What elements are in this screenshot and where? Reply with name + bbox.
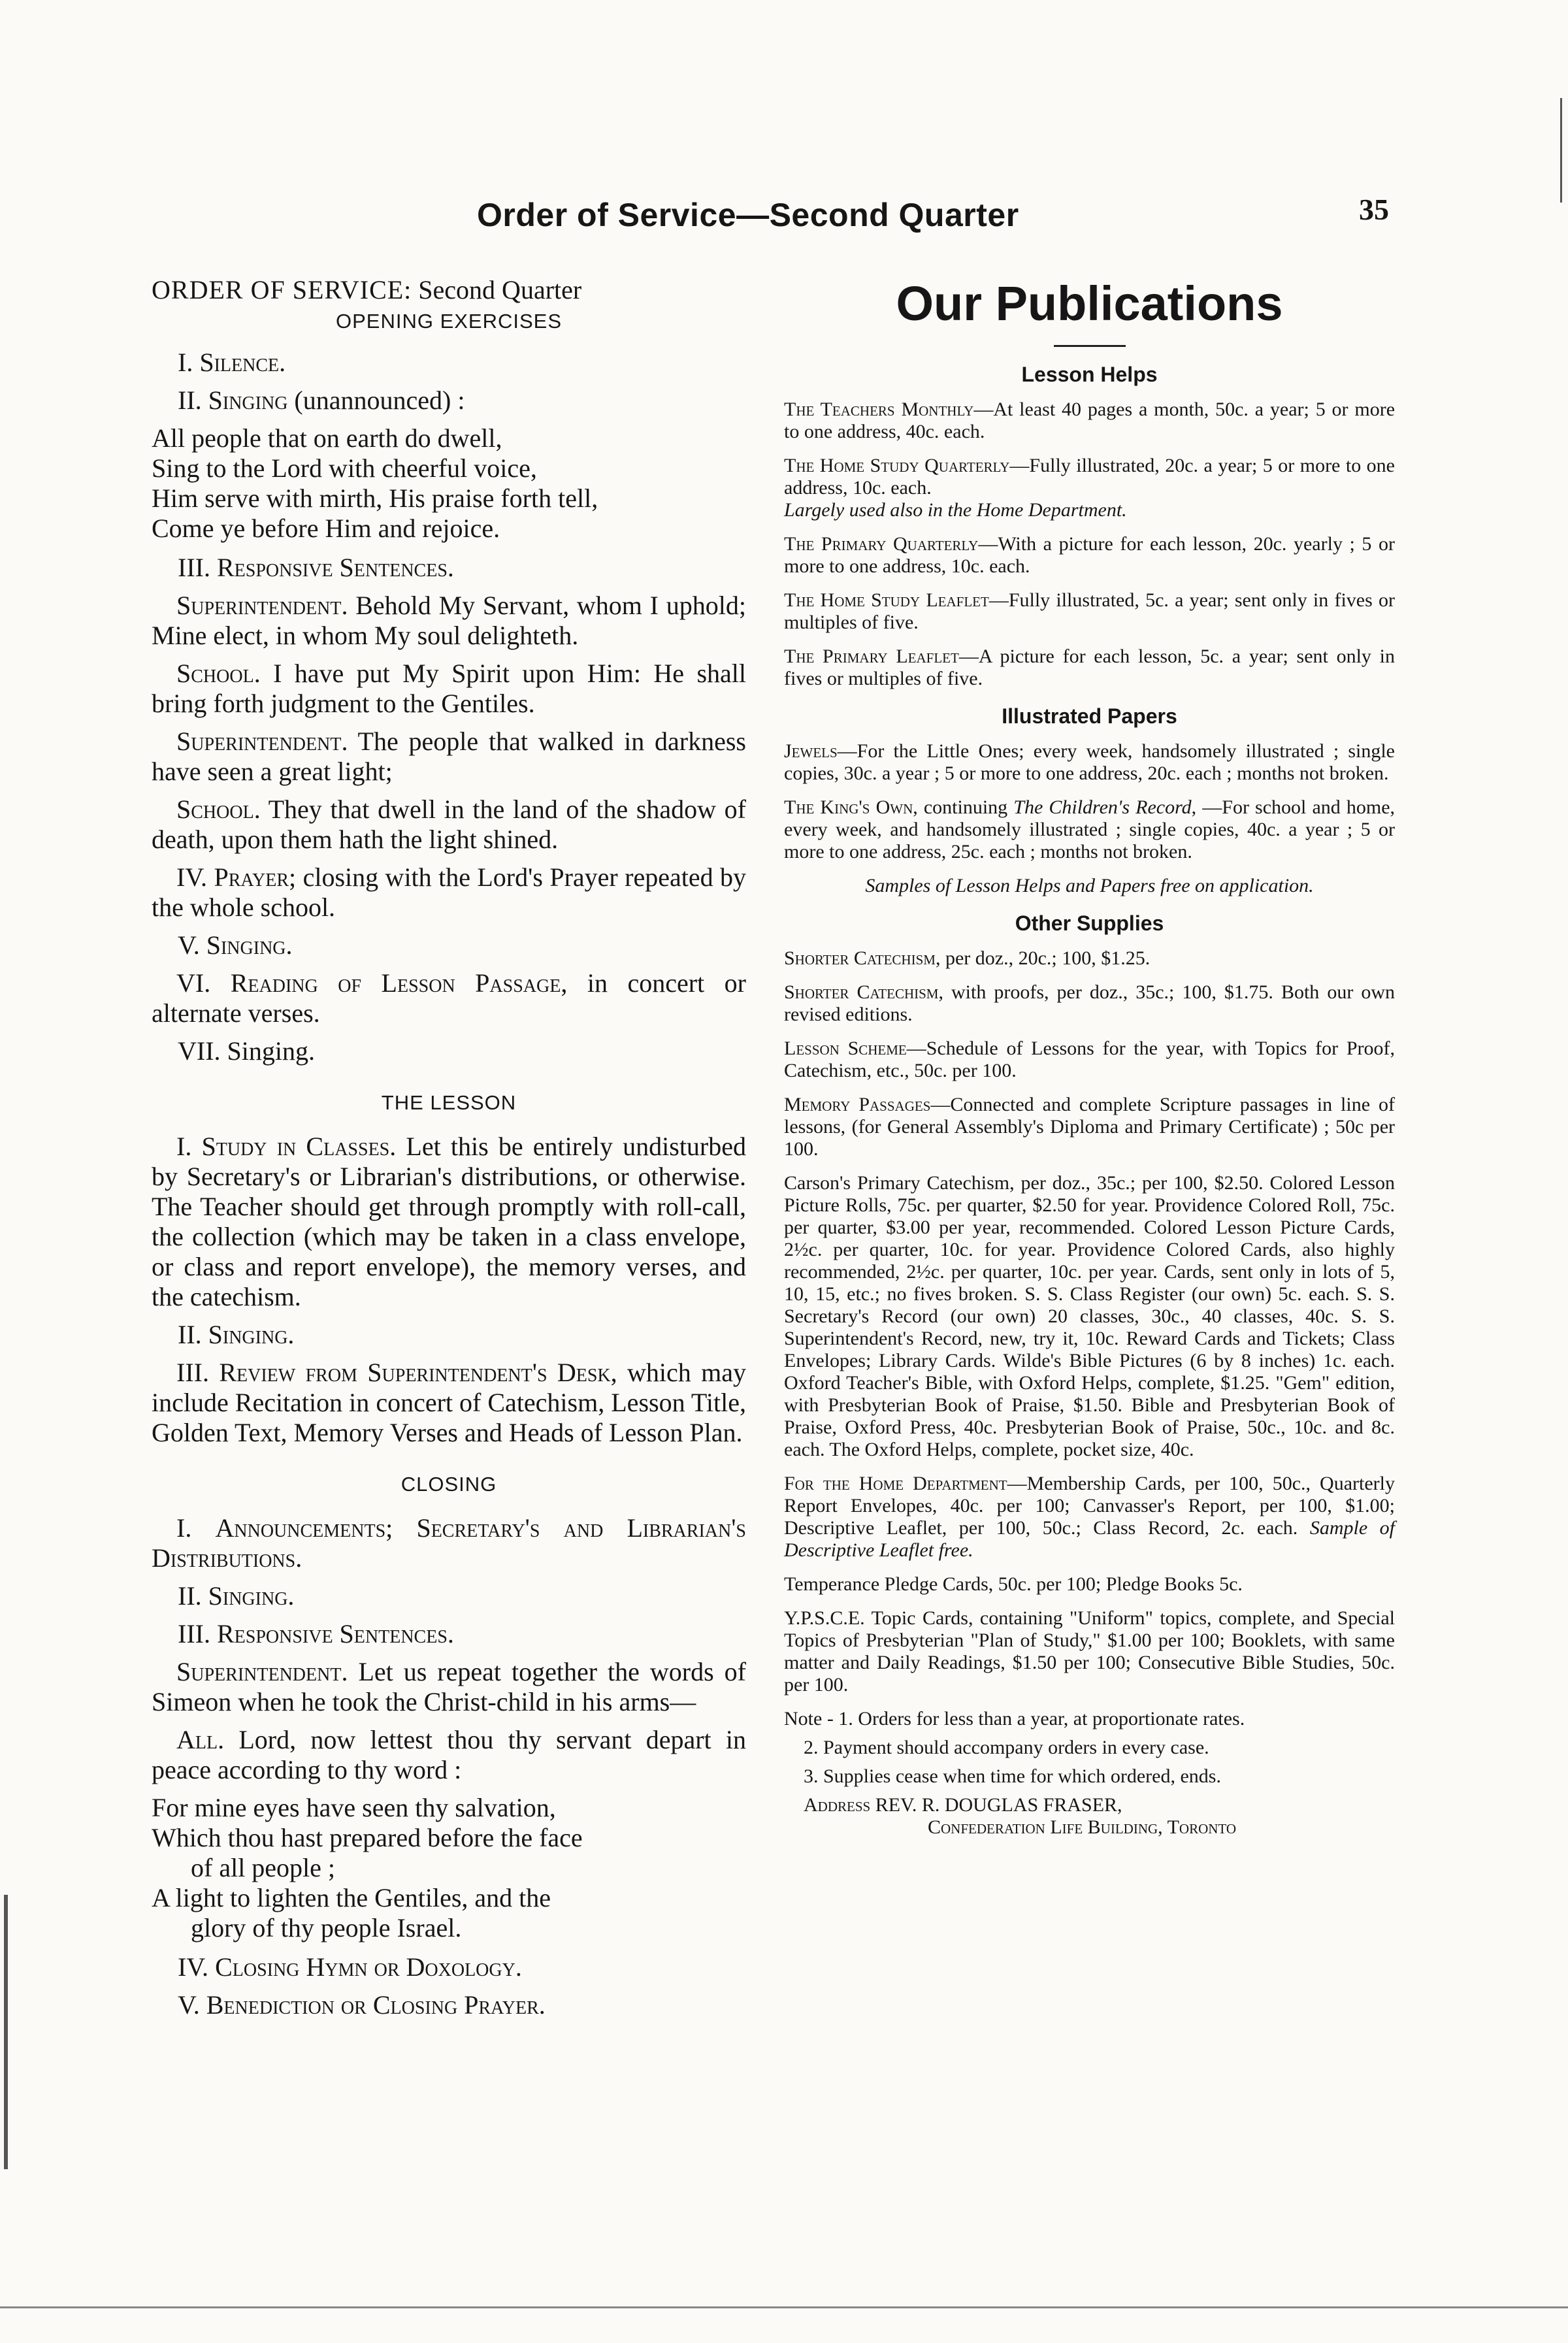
speaker: All. bbox=[176, 1725, 225, 1754]
entry-text: —At least 40 pages a month, 50c. a year; 5 or more to one address, 40c. each. bbox=[784, 399, 1396, 442]
item-number: I. bbox=[176, 1513, 192, 1543]
response-text: I have put My Spirit upon Him: He shall bring forth judgment to the Gentiles. bbox=[152, 659, 746, 718]
entry-lead: The King's Own bbox=[784, 796, 913, 818]
entry-lead: The Home Study Leaflet bbox=[784, 589, 989, 611]
entry-lead: The Teachers Monthly bbox=[784, 399, 974, 420]
entry-jewels bbox=[784, 740, 1395, 785]
entry-temperance: Temperance Pledge Cards, 50c. per 100; Pledge Books 5c. bbox=[784, 1573, 1243, 1595]
item-number: I. bbox=[178, 348, 193, 377]
entry-text: —With a picture for each lesson, 20c. yearly ; 5 or more to one address, 10c. each. bbox=[784, 533, 1395, 577]
entry-lesson-scheme bbox=[784, 1038, 1395, 1082]
item-number: IV. bbox=[178, 1952, 209, 1982]
response-text: Behold My Servant, whom I uphold; Mine elect, in whom My soul delighteth. bbox=[152, 591, 746, 650]
item-number: II. bbox=[178, 1581, 202, 1611]
title-rule bbox=[1054, 345, 1126, 347]
address-building: Confederation Life Building, Toronto bbox=[928, 1816, 1237, 1838]
order-notes bbox=[784, 1708, 1395, 1788]
entry-text: , with proofs, per doz., 35c.; 100, $1.75. Both our own revised editions. bbox=[784, 981, 1396, 1025]
entry-text: , continuing bbox=[913, 796, 1014, 818]
item-number: III. bbox=[178, 553, 210, 582]
entry-text: —Membership Cards, per 100, 50c., Quarterly Report Envelopes, 40c. per 100; Canvasser's Report, per 100, $1.00; Descriptive Leaflet, per 100, 50c.; Class Record, 2c. each. bbox=[784, 1473, 1396, 1539]
closing-superintendent bbox=[152, 1657, 746, 1717]
item-label: Singing. bbox=[208, 1320, 295, 1349]
entry-italic: Largely used also in the Home Department. bbox=[784, 499, 1127, 521]
heading-smallcaps: ORDER OF SERVICE: bbox=[152, 275, 412, 304]
item-label: Silence. bbox=[199, 348, 286, 377]
item-singing bbox=[152, 930, 746, 960]
entry-text: , per doz., 20c.; 100, $1.25. bbox=[935, 947, 1151, 969]
item-rest: closing with the Lord's Prayer repeated by the whole school. bbox=[152, 862, 746, 922]
order-of-service-heading bbox=[152, 274, 746, 306]
entry-italic: Sample of Descriptive Leaflet free. bbox=[784, 1517, 1395, 1561]
speaker: School. bbox=[176, 795, 261, 824]
item-number: VI. bbox=[176, 968, 211, 998]
entry-lead: Shorter Catechism bbox=[784, 981, 939, 1003]
publications-title: Our Publications bbox=[896, 276, 1283, 331]
item-label: Prayer; bbox=[214, 862, 297, 892]
item-singing-vii: VII. Singing. bbox=[178, 1036, 315, 1066]
address-label: Address bbox=[804, 1794, 871, 1816]
entry-home-department bbox=[784, 1473, 1395, 1562]
speaker: School. bbox=[176, 659, 261, 688]
response-school-2 bbox=[152, 795, 746, 855]
right-margin-mark bbox=[1560, 98, 1562, 203]
entry-shorter-catechism-proofs bbox=[784, 981, 1395, 1026]
entry-text: —Fully illustrated, 5c. a year; sent only in fives or multiples of five. bbox=[784, 589, 1396, 633]
entry-text: —Fully illustrated, 20c. a year; 5 or more to one address, 10c. each. bbox=[784, 455, 1395, 499]
verse-line: A light to lighten the Gentiles, and the bbox=[152, 1883, 551, 1912]
illustrated-papers-heading: Illustrated Papers bbox=[1002, 704, 1177, 728]
item-number: V. bbox=[178, 1990, 200, 2020]
speaker: Superintendent. bbox=[176, 591, 348, 620]
simeon-verse bbox=[152, 1793, 746, 1943]
response-text: The people that walked in darkness have seen a great light; bbox=[152, 727, 746, 786]
page-number: 35 bbox=[1359, 193, 1389, 226]
address bbox=[784, 1794, 1395, 1816]
response-text: Lord, now lettest thou thy servant depart in peace according to thy word : bbox=[152, 1725, 746, 1784]
item-singing-unannounced bbox=[152, 385, 746, 416]
entry-italic: The Children's Record bbox=[1013, 796, 1192, 818]
response-superintendent-1 bbox=[152, 591, 746, 651]
item-number: III. bbox=[178, 1619, 210, 1648]
samples-note: Samples of Lesson Helps and Papers free on application. bbox=[865, 875, 1314, 896]
item-label: Announcements; Secretary's and Librarian's Distributions. bbox=[152, 1513, 747, 1573]
hymn-line: All people that on earth do dwell, bbox=[152, 423, 502, 453]
entry-lead: Lesson Scheme bbox=[784, 1038, 907, 1059]
entry-lead: For the Home Department bbox=[784, 1473, 1007, 1494]
entry-teachers-monthly bbox=[784, 399, 1395, 443]
entry-memory-passages bbox=[784, 1094, 1395, 1160]
item-silence bbox=[152, 348, 746, 378]
item-label: Responsive Sentences. bbox=[216, 1619, 454, 1648]
hymn-line: Sing to the Lord with cheerful voice, bbox=[152, 453, 537, 483]
item-number: III. bbox=[176, 1358, 209, 1387]
entry-primary-leaflet bbox=[784, 646, 1395, 690]
entry-text: —For the Little Ones; every week, handsomely illustrated ; single copies, 30c. a year ; 5 or more to one address, 20c. each ; months not broken. bbox=[784, 740, 1395, 784]
item-number: IV. bbox=[176, 862, 208, 892]
item-prayer bbox=[152, 862, 746, 923]
closing-benediction bbox=[152, 1990, 746, 2020]
item-number: II. bbox=[178, 1320, 202, 1349]
note-3: 3. Supplies cease when time for which ordered, ends. bbox=[804, 1765, 1221, 1787]
speaker: Superintendent. bbox=[176, 1657, 348, 1686]
verse-line: glory of thy people Israel. bbox=[191, 1913, 462, 1942]
verse-line: Which thou hast prepared before the face bbox=[152, 1823, 583, 1852]
item-number: I. bbox=[176, 1132, 192, 1161]
item-rest: Let this be entirely undisturbed by Secretary's or Librarian's distributions, or otherwise. The Teacher should get through promptly with roll-call, the collection (which may be taken in a class envelope, or class and report envelope), the memory verses, and the catechism. bbox=[152, 1132, 747, 1311]
entry-lead: The Primary Leaflet bbox=[784, 646, 959, 667]
item-label: Reading of Lesson Passage, bbox=[230, 968, 568, 998]
entry-ypsce: Y.P.S.C.E. Topic Cards, containing "Uniform" topics, complete, and Special Topics of Presbyterian "Plan of Study," $1.00 per 100; Booklets, with same matter and Daily Readings, $1.50 per 100; Consecutive Bible Studies, 50c. per 100. bbox=[784, 1607, 1395, 1696]
hymn-line: Come ye before Him and rejoice. bbox=[152, 514, 500, 543]
item-label: Review from Superintendent's Desk, bbox=[219, 1358, 617, 1387]
closing-responsive-sentences bbox=[152, 1619, 746, 1649]
right-column bbox=[784, 274, 1395, 1839]
entry-lead: Shorter Catechism bbox=[784, 947, 936, 969]
entry-lead: The Home Study Quarterly bbox=[784, 455, 1010, 476]
entry-kings-own bbox=[784, 796, 1395, 863]
item-responsive-sentences bbox=[152, 553, 746, 583]
closing-hymn bbox=[152, 1952, 746, 1982]
response-superintendent-2 bbox=[152, 727, 746, 787]
entry-primary-quarterly bbox=[784, 533, 1395, 578]
verse-line: For mine eyes have seen thy salvation, bbox=[152, 1793, 556, 1822]
entry-text: —A picture for each lesson, 5c. a year; sent only in fives or multiples of five. bbox=[784, 646, 1395, 689]
entry-text: —Connected and complete Scripture passages in line of lessons, (for General Assembly's Diploma and Primary Certificate) ; 50c per 100. bbox=[784, 1094, 1395, 1160]
running-title: Order of Service—Second Quarter bbox=[477, 197, 1019, 233]
lesson-review bbox=[152, 1358, 746, 1448]
entry-text: —Schedule of Lessons for the year, with Topics for Proof, Catechism, etc., 50c. per 100. bbox=[784, 1038, 1395, 1081]
note-1: Note - 1. Orders for less than a year, at proportionate rates. bbox=[784, 1708, 1245, 1729]
entry-catechism-and-supplies: Carson's Primary Catechism, per doz., 35c.; per 100, $2.50. Colored Lesson Picture Rolls, 75c. per quarter, $2.50 for year. Providence Colored Roll, 75c. per quarter, $3.00 per year, recommended. Colored Lesson Picture Cards, 2½c. per quarter, 10c. for year. Providence Colored Cards, also highly recommended, 2½c. per quarter, 10c. per year. Cards, sent only in lots of 5, 10, 15, etc.; no fives broken. S. S. Class Register (our own) 5c. each. S. S. Secretary's Record (our own) 20 classes, 30c., 40 classes, 40c. S. S. Superintendent's Record, new, try it, 10c. Reward Cards and Tickets; Class Envelopes; Library Cards. Wilde's Bible Pictures (6 by 8 inches) 1c. each. Oxford Teacher's Bible, with Oxford Helps, complete, $1.25. "Gem" edition, with Presbyterian Book of Praise, $1.50. Bible and Presbyterian Book of Praise, Oxford Press, 40c. Presbyterian Book of Praise, 50c., 10c. and 8c. each. The Oxford Helps, complete, pocket size, 40c. bbox=[784, 1172, 1395, 1460]
lesson-study-in-classes bbox=[152, 1132, 746, 1312]
item-rest: (unannounced) : bbox=[287, 385, 465, 415]
item-label: Singing. bbox=[208, 1581, 295, 1611]
note-2: 2. Payment should accompany orders in every case. bbox=[804, 1737, 1209, 1758]
the-lesson-heading: THE LESSON bbox=[381, 1091, 517, 1114]
entry-lead: The Primary Quarterly bbox=[784, 533, 979, 555]
item-rest: in concert or alternate verses. bbox=[152, 968, 747, 1028]
response-text: Let us repeat together the words of Simeon when he took the Christ-child in his arms— bbox=[152, 1657, 746, 1716]
entry-lead: Jewels bbox=[784, 740, 838, 762]
entry-text: , —For school and home, every week, and handsomely illustrated ; single copies, 40c. a year ; 5 or more to one address, 25c. each ; months not broken. bbox=[784, 796, 1396, 862]
response-text: They that dwell in the land of the shadow of death, upon them hath the light shined. bbox=[152, 795, 746, 854]
closing-heading: CLOSING bbox=[400, 1473, 497, 1496]
lesson-helps-heading: Lesson Helps bbox=[1021, 363, 1158, 386]
speaker: Superintendent. bbox=[176, 727, 348, 756]
item-label: Benediction or Closing Prayer. bbox=[206, 1990, 546, 2020]
item-number: V. bbox=[178, 930, 200, 960]
heading-rest: Second Quarter bbox=[412, 275, 582, 304]
bottom-rule bbox=[0, 2306, 1568, 2308]
item-label: Closing Hymn or Doxology. bbox=[215, 1952, 522, 1982]
closing-announcements bbox=[152, 1513, 746, 1573]
entry-lead: Memory Passages bbox=[784, 1094, 931, 1115]
entry-home-study-quarterly bbox=[784, 455, 1395, 521]
item-rest: which may include Recitation in concert of Catechism, Lesson Title, Golden Text, Memory Verses and Heads of Lesson Plan. bbox=[152, 1358, 747, 1447]
item-label: Responsive Sentences. bbox=[216, 553, 454, 582]
running-header bbox=[0, 189, 1568, 248]
hymn-verse bbox=[152, 423, 746, 544]
other-supplies-heading: Other Supplies bbox=[1015, 911, 1164, 935]
item-reading-lesson-passage bbox=[152, 968, 746, 1028]
item-label: Study in Classes. bbox=[201, 1132, 397, 1161]
item-label: Singing bbox=[208, 385, 288, 415]
entry-home-study-leaflet bbox=[784, 589, 1395, 634]
verse-line: of all people ; bbox=[191, 1853, 336, 1882]
response-school-1 bbox=[152, 659, 746, 719]
closing-singing bbox=[152, 1581, 746, 1611]
address-name: REV. R. DOUGLAS FRASER, bbox=[870, 1794, 1122, 1816]
lesson-singing bbox=[152, 1320, 746, 1350]
item-label: Singing. bbox=[206, 930, 293, 960]
opening-exercises-heading: OPENING EXERCISES bbox=[335, 310, 563, 333]
left-margin-mark bbox=[4, 1895, 8, 2169]
entry-shorter-catechism bbox=[784, 947, 1395, 970]
left-column bbox=[152, 274, 746, 2028]
item-number: II. bbox=[178, 385, 202, 415]
closing-all bbox=[152, 1725, 746, 1785]
hymn-line: Him serve with mirth, His praise forth tell, bbox=[152, 483, 598, 513]
